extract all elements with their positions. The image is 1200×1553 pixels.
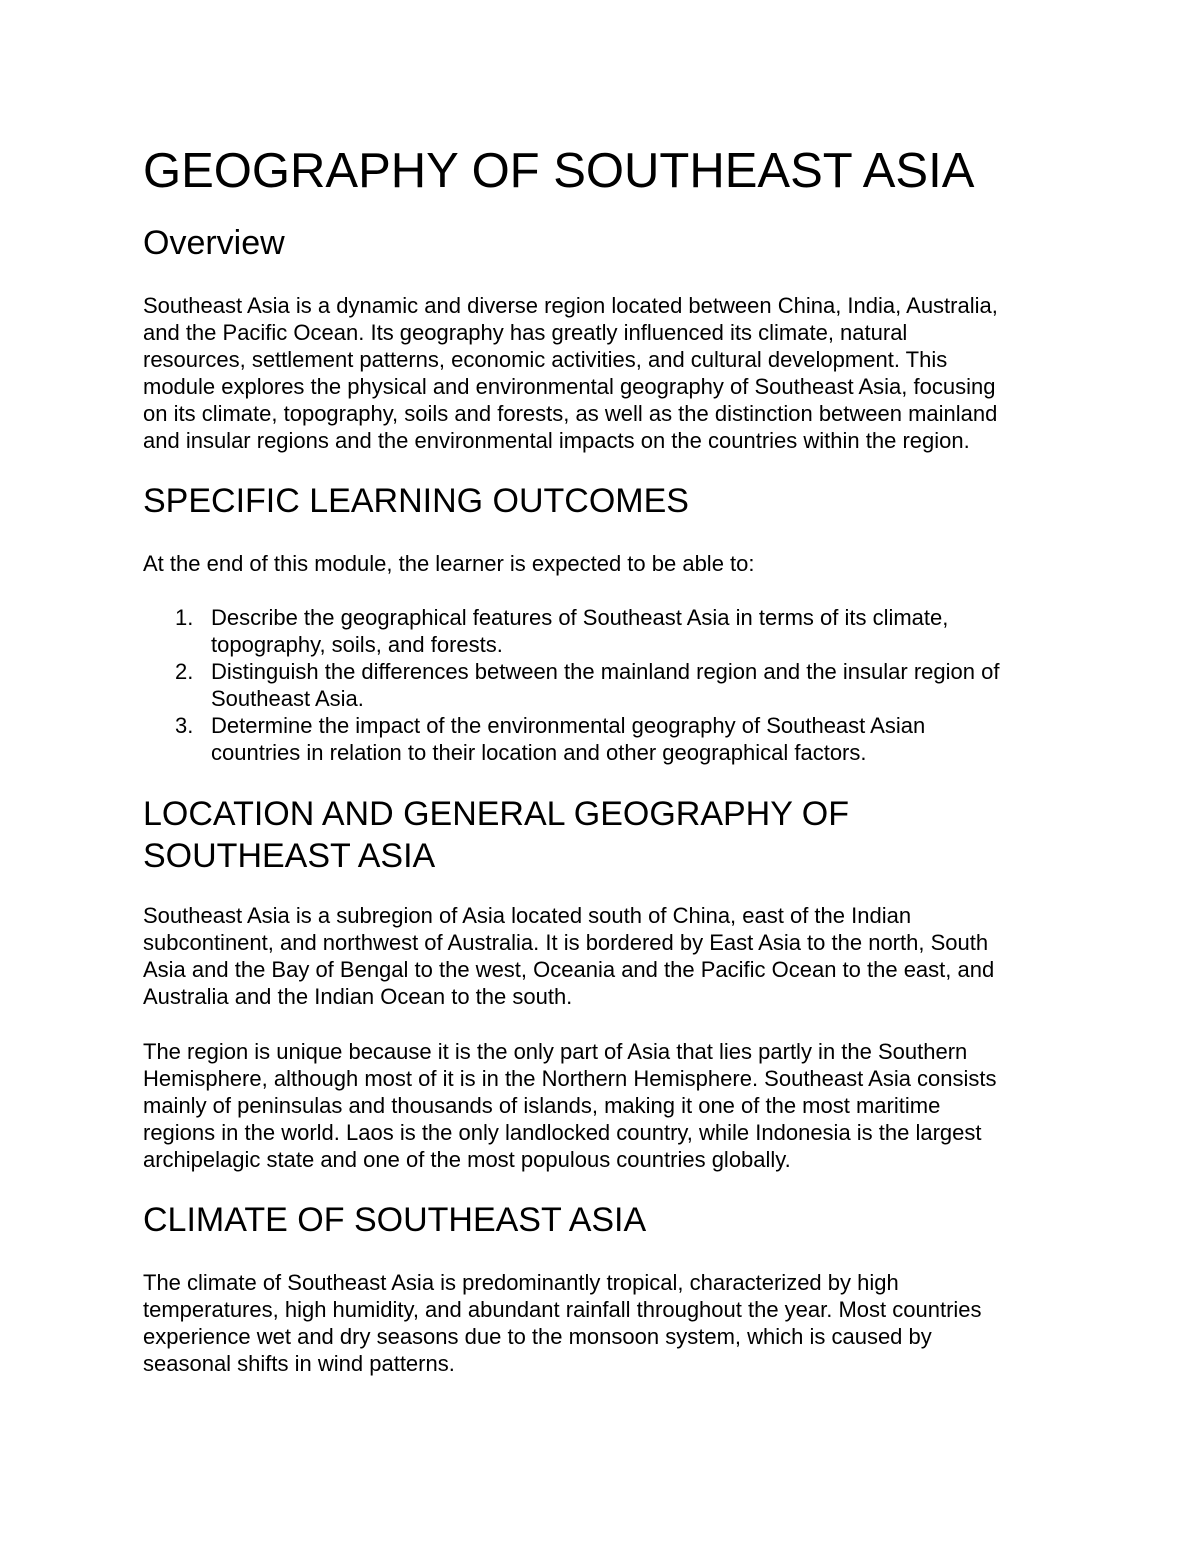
location-line: The region is unique because it is the only part of Asia that lies partly in the Southern xyxy=(143,1039,968,1064)
document-title: GEOGRAPHY OF SOUTHEAST ASIA xyxy=(143,144,975,198)
climate-heading: CLIMATE OF SOUTHEAST ASIA xyxy=(143,1201,647,1239)
list-number: 2. xyxy=(175,659,194,684)
location-line: Southeast Asia is a subregion of Asia located south of China, east of the Indian xyxy=(143,903,912,928)
overview-line: and the Pacific Ocean. Its geography has greatly influenced its climate, natural xyxy=(143,320,908,345)
location-line: Hemisphere, although most of it is in the Northern Hemisphere. Southeast Asia consists xyxy=(143,1066,997,1091)
overview-line: and insular regions and the environmental impacts on the countries within the region. xyxy=(143,428,970,453)
location-paragraph-2 xyxy=(143,1038,1068,1173)
overview-paragraph xyxy=(143,292,1068,454)
list-item-line: countries in relation to their location and other geographical factors. xyxy=(211,740,867,765)
list-item-line: Distinguish the differences between the mainland region and the insular region of xyxy=(211,659,1000,684)
location-heading-line: LOCATION AND GENERAL GEOGRAPHY OF xyxy=(143,795,849,833)
overview-line: Southeast Asia is a dynamic and diverse region located between China, India, Australia, xyxy=(143,293,998,318)
location-line: regions in the world. Laos is the only landlocked country, while Indonesia is the largest xyxy=(143,1120,982,1145)
location-paragraph-1 xyxy=(143,902,1068,1010)
overview-heading: Overview xyxy=(143,224,285,262)
climate-line: experience wet and dry seasons due to the monsoon system, which is caused by xyxy=(143,1324,932,1349)
climate-line: temperatures, high humidity, and abundant rainfall throughout the year. Most countries xyxy=(143,1297,982,1322)
location-line: mainly of peninsulas and thousands of islands, making it one of the most maritime xyxy=(143,1093,941,1118)
climate-paragraph xyxy=(143,1269,1068,1377)
list-item xyxy=(143,604,1068,658)
list-number: 3. xyxy=(175,713,194,738)
outcomes-heading: SPECIFIC LEARNING OUTCOMES xyxy=(143,482,689,520)
list-item-line: Determine the impact of the environmental geography of Southeast Asian xyxy=(211,713,926,738)
list-item-line: Southeast Asia. xyxy=(211,686,364,711)
overview-line: module explores the physical and environmental geography of Southeast Asia, focusing xyxy=(143,374,996,399)
list-item-line: topography, soils, and forests. xyxy=(211,632,503,657)
location-line: Asia and the Bay of Bengal to the west, Oceania and the Pacific Ocean to the east, and xyxy=(143,957,995,982)
location-heading-line: SOUTHEAST ASIA xyxy=(143,837,436,875)
location-heading xyxy=(143,793,849,877)
list-item-line: Describe the geographical features of Southeast Asia in terms of its climate, xyxy=(211,605,949,630)
overview-line: on its climate, topography, soils and forests, as well as the distinction between mainland xyxy=(143,401,998,426)
outcomes-list xyxy=(143,604,1068,766)
outcomes-intro: At the end of this module, the learner is expected to be able to: xyxy=(143,551,755,576)
location-line: subcontinent, and northwest of Australia. It is bordered by East Asia to the north, South xyxy=(143,930,989,955)
list-item xyxy=(143,712,1068,766)
climate-line: The climate of Southeast Asia is predominantly tropical, characterized by high xyxy=(143,1270,899,1295)
overview-line: resources, settlement patterns, economic activities, and cultural development. This xyxy=(143,347,948,372)
climate-line: seasonal shifts in wind patterns. xyxy=(143,1351,455,1376)
location-line: archipelagic state and one of the most populous countries globally. xyxy=(143,1147,791,1172)
list-item xyxy=(143,658,1068,712)
location-line: Australia and the Indian Ocean to the south. xyxy=(143,984,573,1009)
list-number: 1. xyxy=(175,605,194,630)
